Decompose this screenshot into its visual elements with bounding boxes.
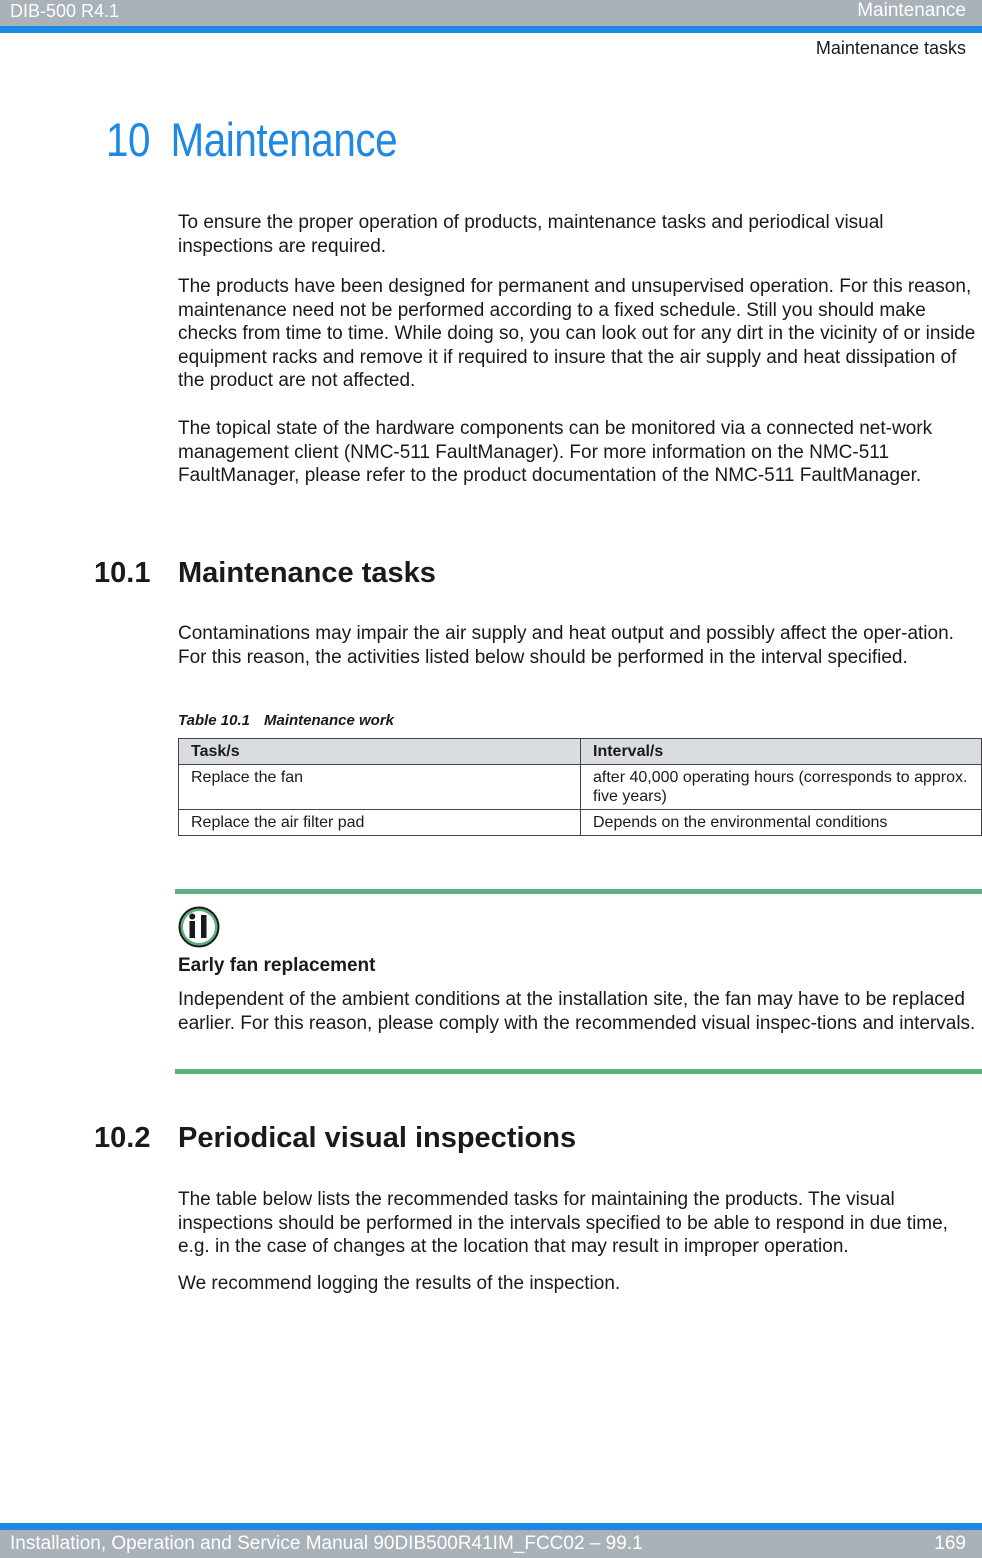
table-cell: Replace the air filter pad bbox=[179, 810, 581, 836]
section-title: Periodical visual inspections bbox=[178, 1122, 577, 1154]
section-number: 10.1 bbox=[94, 557, 151, 589]
chapter-title: Maintenance bbox=[170, 113, 398, 166]
chapter-heading bbox=[106, 112, 397, 167]
section-heading bbox=[94, 1122, 576, 1155]
chapter-paragraph: The topical state of the hardware components can be monitored via a connected net-work management client (NMC-511 FaultManager). For more information on the NMC-511 FaultManager, please refer to the product documentation of the NMC-511 FaultManager. bbox=[178, 418, 933, 486]
table-cell: after 40,000 operating hours (corresponds to approx. five years) bbox=[581, 765, 982, 810]
note-bottom-bar bbox=[175, 1069, 982, 1074]
section-heading bbox=[94, 557, 436, 590]
note-top-bar bbox=[175, 889, 982, 894]
section-number: 10.2 bbox=[94, 1122, 151, 1154]
table-caption-label: Table 10.1 bbox=[178, 712, 250, 729]
note-title: Early fan replacement bbox=[178, 955, 376, 976]
section-paragraph: Contaminations may impair the air supply and heat output and possibly affect the oper-ation. For this reason, the activities listed below should be performed in the interval specified. bbox=[178, 623, 954, 668]
header-accent-line bbox=[0, 26, 982, 33]
header-doc-id: DIB-500 R4.1 bbox=[10, 1, 120, 21]
table-header-row bbox=[179, 739, 982, 765]
note-text: Independent of the ambient conditions at the installation site, the fan may have to be replaced earlier. For this reason, please comply with the recommended visual inspec-tions and intervals. bbox=[178, 989, 976, 1034]
footer-accent-line bbox=[0, 1523, 982, 1530]
page-header-bar bbox=[0, 0, 982, 26]
chapter-paragraph: To ensure the proper operation of products, maintenance tasks and periodical visual inspections are required. bbox=[178, 212, 884, 257]
page-number: 169 bbox=[934, 1533, 966, 1554]
section-title: Maintenance tasks bbox=[178, 557, 436, 589]
header-chapter-name: Maintenance bbox=[857, 0, 966, 21]
section-paragraph: We recommend logging the results of the inspection. bbox=[178, 1273, 621, 1294]
table-cell: Replace the fan bbox=[179, 765, 581, 810]
footer-manual-id: Installation, Operation and Service Manual 90DIB500R41IM_FCC02 – 99.1 bbox=[10, 1533, 643, 1554]
table-caption bbox=[178, 712, 394, 729]
chapter-number: 10 bbox=[106, 113, 151, 166]
section-paragraph: The table below lists the recommended tasks for maintaining the products. The visual inspections should be performed in the intervals specified to be able to respond in due time, e.g. in the case of changes at the location that may result in improper operation. bbox=[178, 1189, 948, 1257]
maintenance-table bbox=[178, 738, 982, 836]
page-footer-bar bbox=[0, 1530, 982, 1558]
table-caption-title: Maintenance work bbox=[263, 712, 395, 729]
info-icon bbox=[178, 906, 220, 948]
table-header-cell: Task/s bbox=[179, 739, 581, 765]
header-section-name: Maintenance tasks bbox=[815, 38, 966, 58]
chapter-paragraph: The products have been designed for permanent and unsupervised operation. For this reason, maintenance need not be performed according to a fixed schedule. Still you should make checks from time to time. While doing so, you can look out for any dirt in the vicinity of or inside equipment racks and remove it if required to insure that the air supply and heat dissipation of the product are not affected. bbox=[178, 276, 976, 391]
table-row bbox=[179, 765, 982, 810]
table-cell: Depends on the environmental conditions bbox=[581, 810, 982, 836]
table-row bbox=[179, 810, 982, 836]
table-header-cell: Interval/s bbox=[581, 739, 982, 765]
